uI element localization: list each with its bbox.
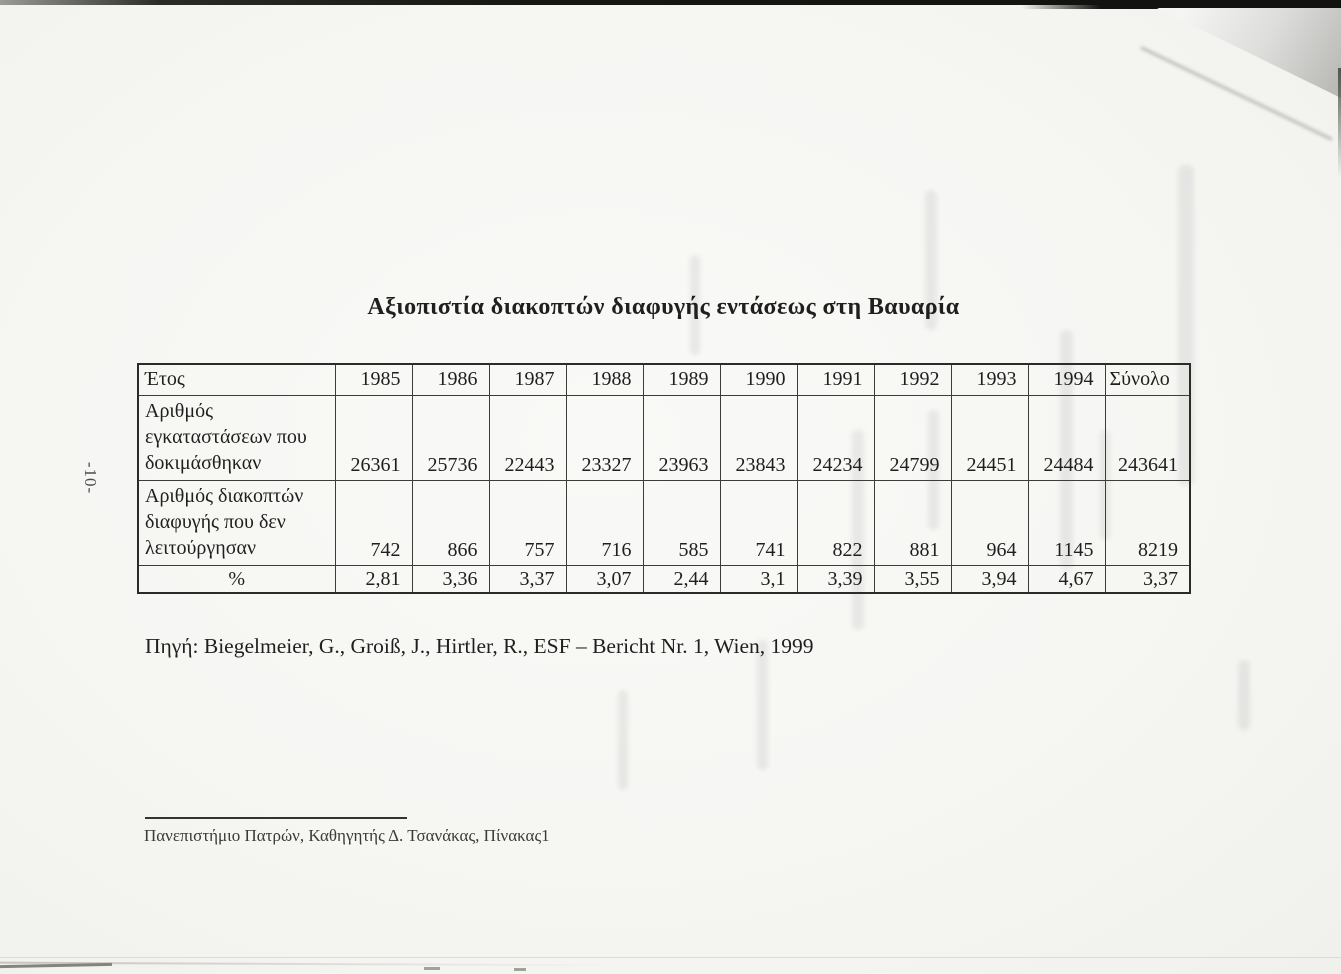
row-label-cell: %: [138, 565, 335, 593]
scan-bottom-tick: [424, 967, 440, 970]
page-number-text: -10-: [81, 461, 101, 495]
table-value-cell: 24234: [797, 395, 874, 480]
table-header-cell: Σύνολο: [1105, 364, 1190, 395]
row-label-cell: Αριθμός εγκαταστάσεων που δοκιμάσθηκαν: [138, 395, 335, 480]
table-head: [138, 364, 1190, 395]
table-value-cell: 3,36: [412, 565, 489, 593]
table-value-cell: 8219: [1105, 480, 1190, 565]
table-value-cell: 742: [335, 480, 412, 565]
table-value-cell: 3,39: [797, 565, 874, 593]
table-body: [138, 395, 1190, 593]
table-value-cell: 822: [797, 480, 874, 565]
table-header-cell: Έτος: [138, 364, 335, 395]
table-value-cell: 243641: [1105, 395, 1190, 480]
table-value-cell: 3,37: [489, 565, 566, 593]
table-value-cell: 2,44: [643, 565, 720, 593]
table-value-cell: 866: [412, 480, 489, 565]
table-value-cell: 3,07: [566, 565, 643, 593]
table-value-cell: 24451: [951, 395, 1028, 480]
table-value-cell: 757: [489, 480, 566, 565]
page-number: [68, 461, 124, 528]
table-header-cell: 1990: [720, 364, 797, 395]
table-value-cell: 22443: [489, 395, 566, 480]
source-line: Πηγή: Biegelmeier, G., Groiß, J., Hirtler, R., ESF – Bericht Nr. 1, Wien, 1999: [145, 634, 814, 658]
table-value-cell: 23963: [643, 395, 720, 480]
table-header-cell: 1994: [1028, 364, 1105, 395]
table-value-cell: 1145: [1028, 480, 1105, 565]
table-value-cell: 3,37: [1105, 565, 1190, 593]
table-value-cell: 23327: [566, 395, 643, 480]
table-row: [138, 565, 1190, 593]
table-value-cell: 26361: [335, 395, 412, 480]
footer-note: Πανεπιστήμιο Πατρών, Καθηγητής Δ. Τσανάκας, Πίνακας1: [144, 826, 550, 845]
scan-top-edge-right: [1021, 0, 1341, 9]
table-value-cell: 23843: [720, 395, 797, 480]
footnote-rule: [145, 817, 407, 819]
page-title: Αξιοπιστία διακοπτών διαφυγής εντάσεως στη Βαυαρία: [367, 294, 960, 320]
table-value-cell: 881: [874, 480, 951, 565]
table-header-cell: 1985: [335, 364, 412, 395]
table-header-cell: 1987: [489, 364, 566, 395]
table-value-cell: 3,1: [720, 565, 797, 593]
table-value-cell: 24484: [1028, 395, 1105, 480]
table-value-cell: 741: [720, 480, 797, 565]
table-value-cell: 24799: [874, 395, 951, 480]
table-value-cell: 2,81: [335, 565, 412, 593]
table-value-cell: 4,67: [1028, 565, 1105, 593]
table-row: [138, 395, 1190, 480]
table-header-row: [138, 364, 1190, 395]
table-header-cell: 1991: [797, 364, 874, 395]
table-value-cell: 585: [643, 480, 720, 565]
reliability-table: [137, 363, 1191, 594]
table-header-cell: 1989: [643, 364, 720, 395]
scan-bottom-line: [0, 957, 1341, 958]
table-value-cell: 3,55: [874, 565, 951, 593]
table-value-cell: 25736: [412, 395, 489, 480]
table-value-cell: 964: [951, 480, 1028, 565]
table-value-cell: 716: [566, 480, 643, 565]
ghost-text-artifact: [1238, 660, 1250, 730]
table-header-cell: 1992: [874, 364, 951, 395]
table-row: [138, 480, 1190, 565]
scan-bottom-tick: [514, 968, 526, 971]
table-header-cell: 1988: [566, 364, 643, 395]
table-value-cell: 3,94: [951, 565, 1028, 593]
table-header-cell: 1986: [412, 364, 489, 395]
ghost-text-artifact: [618, 690, 628, 790]
ghost-text-artifact: [757, 640, 768, 770]
table-header-cell: 1993: [951, 364, 1028, 395]
row-label-cell: Αριθμός διακοπτών διαφυγής που δεν λειτούργησαν: [138, 480, 335, 565]
page-curl-corner: [1157, 8, 1341, 98]
